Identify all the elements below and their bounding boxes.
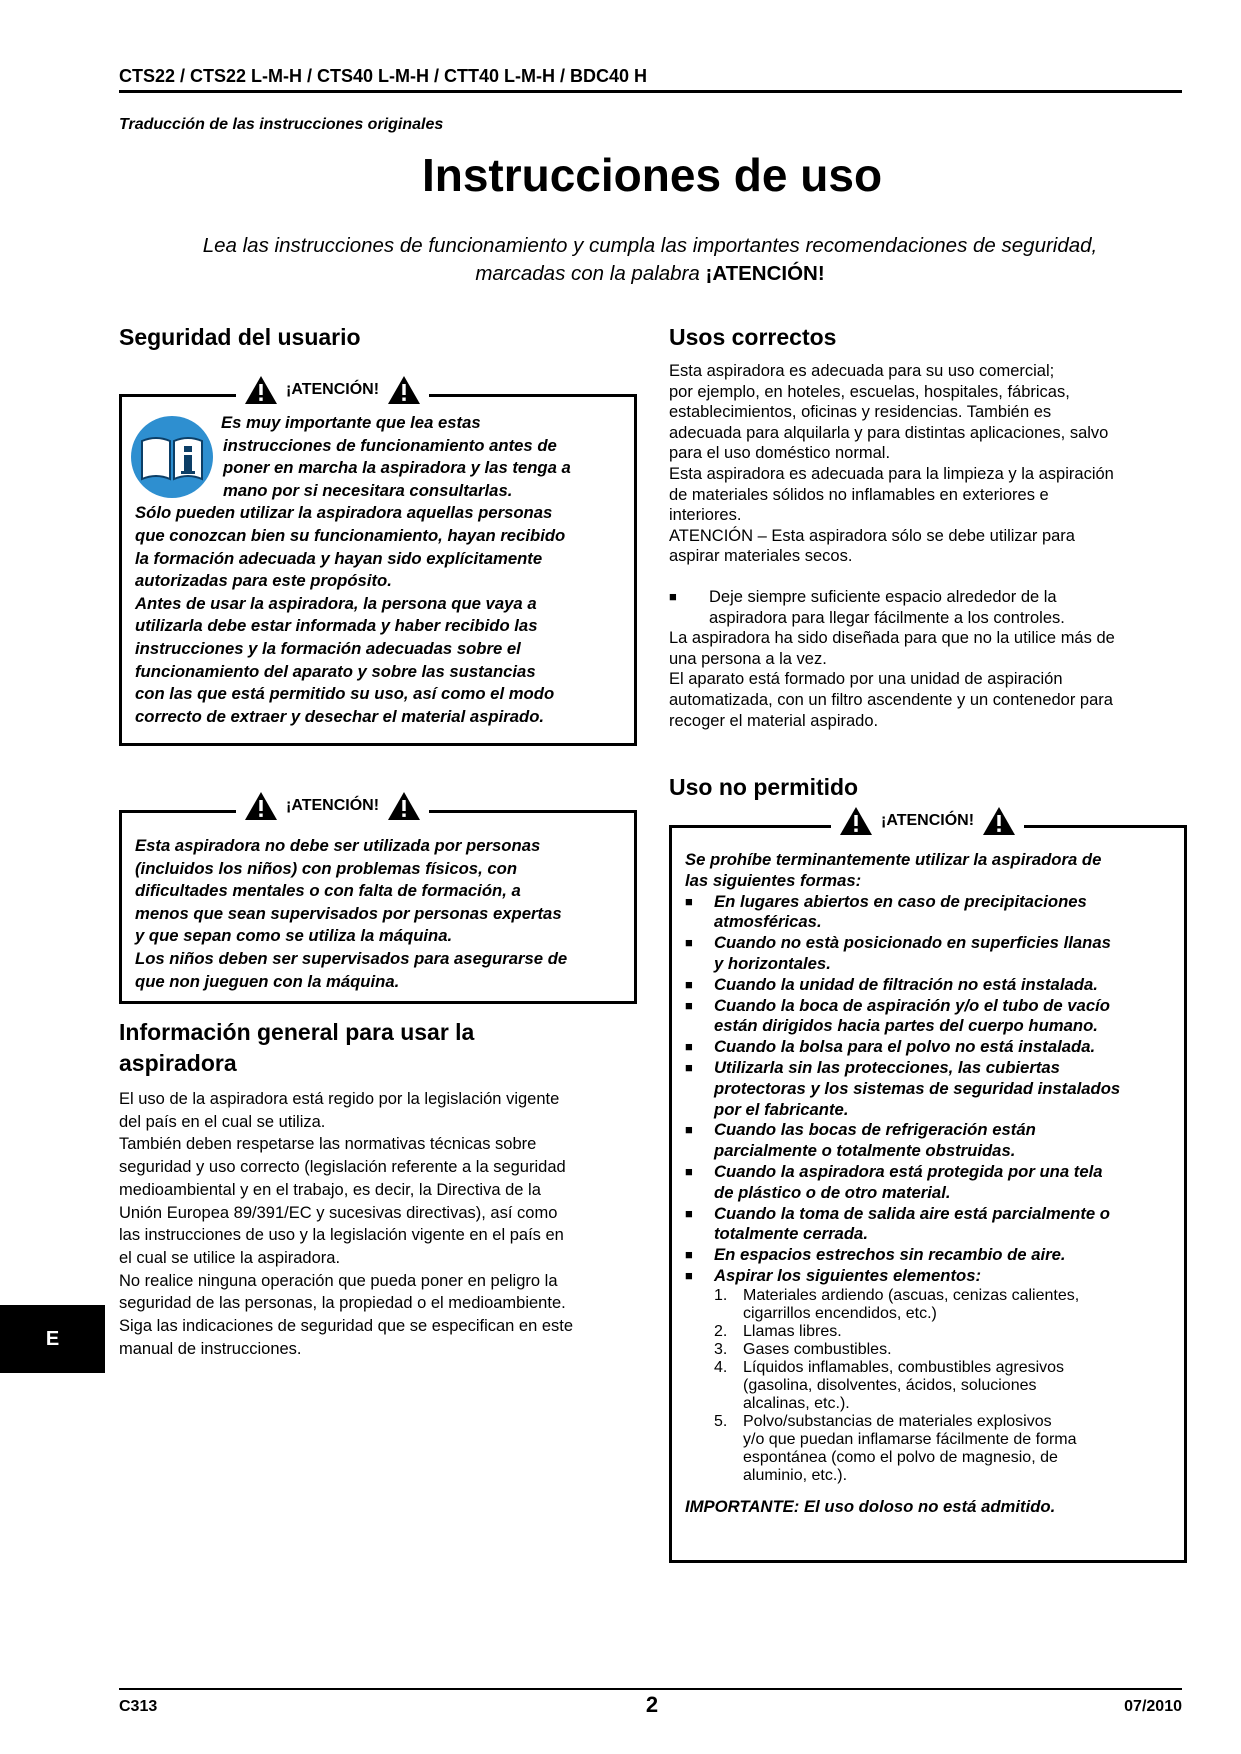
- bullet-square-icon: ■: [685, 997, 693, 1013]
- header-rule: [119, 90, 1182, 93]
- no-permitido-sublist: [685, 1287, 1185, 1485]
- no-permitido-subitem: 3. Gases combustibles.: [714, 1340, 892, 1358]
- warning-triangle-icon: [387, 375, 421, 405]
- intro-line-2: marcadas con la palabra ¡ATENCIÓN!: [475, 262, 825, 285]
- intro-line-1: Lea las instrucciones de funcionamiento y cumpla las importantes recomendaciones de seguridad,: [202, 234, 1098, 257]
- translation-subtitle: Traducción de las instrucciones originales: [119, 116, 444, 133]
- warning-triangle-icon: [839, 806, 873, 836]
- no-permitido-item: ■ Cuando la aspiradora está protegida por una tela de plástico o de otro material.: [685, 1161, 1103, 1202]
- bullet-square-icon: ■: [685, 893, 693, 909]
- bullet-square-icon: ■: [685, 1205, 693, 1221]
- footer-code: C313: [119, 1698, 158, 1715]
- bullet-square-icon: ■: [685, 1267, 693, 1283]
- footer-rule: [119, 1688, 1182, 1690]
- bullet-square-icon: ■: [685, 1122, 693, 1138]
- intro-paragraph: [140, 232, 1160, 288]
- no-permitido-subitem: 4. Líquidos inflamables, combustibles agresivos (gasolina, disolventes, ácidos, soluciones alcalinas, etc.).: [714, 1358, 1065, 1412]
- no-permitido-item: ■ Cuando no està posicionado en superficies llanas y horizontales.: [685, 933, 1111, 973]
- warning-box-seguridad: [119, 381, 637, 746]
- no-permitido-item: ■ Cuando la bolsa para el polvo no está instalada.: [685, 1037, 1096, 1057]
- warning-triangle-icon: [982, 806, 1016, 836]
- bullet-square-icon: ■: [685, 1039, 693, 1055]
- language-tab: E: [0, 1305, 105, 1373]
- footer-date: 07/2010: [1124, 1698, 1182, 1715]
- intro-emphasis: ¡ATENCIÓN!: [705, 262, 825, 285]
- warning-text-seguridad: Es muy importante que lea estas instrucciones de funcionamiento antes de poner en marcha la aspiradora y las tenga a mano por si necesitara consultarlas. Sólo pueden utilizar la aspiradora aquellas personas que conozcan bien su funcionamiento, hayan recibido la formación adecuada y hayan sido explícitamente autorizadas para este propósito. Antes de usar la aspiradora, la persona que vaya a utilizarla debe estar informada y haber recibido las instrucciones y la formación adecuadas sobre el funcionamiento del aparato y sobre las sustancias con las que está permitido su uso, así como el modo correcto de extraer y desechar el material aspirado.: [135, 413, 571, 726]
- no-permitido-subitem: 2. Llamas libres.: [714, 1322, 842, 1340]
- no-permitido-item: ■ Aspirar los siguientes elementos:: [685, 1265, 982, 1285]
- warning-label-no-permitido: ¡ATENCIÓN!: [831, 806, 1024, 836]
- page-number: 2: [645, 1692, 659, 1717]
- usos-paragraph: Esta aspiradora es adecuada para su uso comercial; por ejemplo, en hoteles, escuelas, hospitales, fábricas, establecimientos, oficinas y residencias. También es adecuada para alquilarla y para distintas aplicaciones, salvo para el uso doméstico normal. Esta aspiradora es adecuada para la limpieza y la aspiración de materiales sólidos no inflamables en exteriores e interiores. ATENCIÓN – Esta aspiradora sólo se debe utilizar para aspirar materiales secos. ■ Deje siempre suficiente espacio alrededor de la aspiradora para llegar fácilmente a los controles. La aspiradora ha sido diseñada para que no la utilice más de una persona a la vez. El aparato está formado por una unidad de aspiración automatizada, con un filtro ascendente y un contenedor para recoger el material aspirado.: [669, 361, 1184, 731]
- warning-box-personas: [119, 797, 637, 1004]
- no-permitido-list: [685, 892, 1185, 1287]
- section-heading-informacion: Información general para usar la aspiradora: [119, 1019, 475, 1076]
- document-models-header: CTS22 / CTS22 L-M-H / CTS40 L-M-H / CTT40 L-M-H / BDC40 H: [119, 66, 648, 86]
- warning-label-personas: ¡ATENCIÓN!: [236, 791, 429, 821]
- bullet-square-icon: ■: [685, 1059, 693, 1075]
- page-title: Instrucciones de uso: [421, 149, 883, 201]
- no-permitido-item: ■ Cuando la unidad de filtración no está instalada.: [685, 974, 1098, 994]
- section-heading-usos: Usos correctos: [669, 324, 837, 350]
- warning-label-seguridad: ¡ATENCIÓN!: [236, 375, 429, 405]
- bullet-square-icon: ■: [669, 588, 677, 604]
- warning-box-no-permitido: [669, 812, 1187, 1563]
- no-permitido-intro: Se prohíbe terminantemente utilizar la aspiradora de las siguientes formas:: [685, 850, 1102, 890]
- no-permitido-item: ■ En espacios estrechos sin recambio de aire.: [685, 1245, 1066, 1265]
- bullet-square-icon: ■: [685, 935, 693, 951]
- no-permitido-content: [685, 850, 1185, 1518]
- no-permitido-subitem: 1. Materiales ardiendo (ascuas, cenizas calientes, cigarrillos encendidos, etc.): [714, 1286, 1080, 1322]
- no-permitido-item: ■ Cuando la toma de salida aire está parcialmente o totalmente cerrada.: [685, 1203, 1111, 1244]
- no-permitido-item: ■ Cuando las bocas de refrigeración están parcialmente o totalmente obstruidas.: [685, 1120, 1036, 1161]
- informacion-paragraph: El uso de la aspiradora está regido por la legislación vigente del país en el cual se utiliza. También deben respetarse las normativas técnicas sobre seguridad y uso correcto (legislación referente a la seguridad medioambiental y en el trabajo, es decir, la Directiva de la Unión Europea 89/391/EC y sucesivas directivas), así como las instrucciones de uso y la legislación vigente en el país en el cual se utilice la aspiradora. No realice ninguna operación que pueda poner en peligro la seguridad de las personas, la propiedad o el medioambiente. Siga las indicaciones de seguridad que se especifican en este manual de instrucciones.: [119, 1090, 574, 1358]
- no-permitido-footer: IMPORTANTE: El uso doloso no está admitido.: [685, 1496, 1056, 1516]
- section-heading-no-permitido: Uso no permitido: [669, 774, 859, 800]
- warning-triangle-icon: [244, 375, 278, 405]
- section-heading-seguridad: Seguridad del usuario: [119, 324, 361, 350]
- usos-bullet-item: ■ Deje siempre suficiente espacio alrededor de la aspiradora para llegar fácilmente a los controles.: [669, 587, 1065, 627]
- bullet-square-icon: ■: [685, 1247, 693, 1263]
- bullet-square-icon: ■: [685, 976, 693, 992]
- warning-triangle-icon: [244, 791, 278, 821]
- no-permitido-item: ■ Utilizarla sin las protecciones, las cubiertas protectoras y los sistemas de seguridad instalados por el fabricante.: [685, 1057, 1121, 1119]
- no-permitido-subitem: 5. Polvo/substancias de materiales explosivos y/o que puedan inflamarse fácilmente de forma espontánea (como el polvo de magnesio, de aluminio, etc.).: [714, 1412, 1077, 1484]
- warning-triangle-icon: [387, 791, 421, 821]
- no-permitido-item: ■ Cuando la boca de aspiración y/o el tubo de vacío están dirigidos hacia partes del cuerpo humano.: [685, 995, 1110, 1036]
- warning-text-personas: Esta aspiradora no debe ser utilizada por personas (incluidos los niños) con problemas físicos, con dificultades mentales o con falta de formación, a menos que sean supervisados por personas expertas y que sepan como se utiliza la máquina. Los niños deben ser supervisados para asegurarse de que non jueguen con la máquina.: [135, 836, 568, 991]
- bullet-square-icon: ■: [685, 1163, 693, 1179]
- no-permitido-item: ■ En lugares abiertos en caso de precipitaciones atmosféricas.: [685, 891, 1087, 932]
